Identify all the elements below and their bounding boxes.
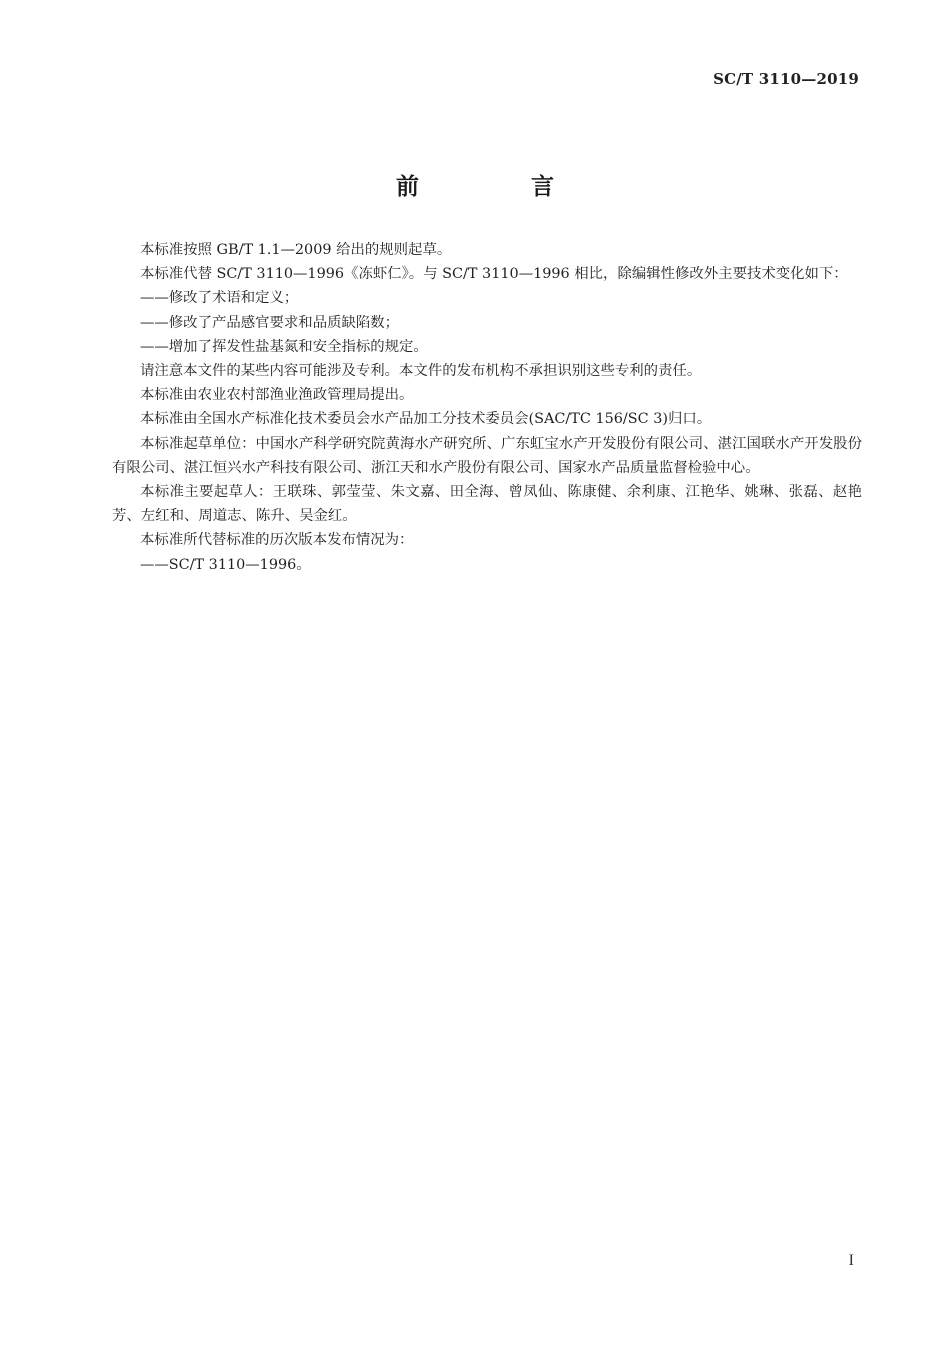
paragraph-replaces: 本标准代替 SC/T 3110—1996《冻虾仁》。与 SC/T 3110—1996 相比，除编辑性修改外主要技术变化如下：: [140, 266, 848, 283]
change-item-sensory: ——修改了产品感官要求和品质缺陷数；: [140, 314, 400, 331]
foreword-body: [112, 238, 862, 577]
paragraph-centralized-by: 本标准由全国水产标准化技术委员会水产品加工分技术委员会(SAC/TC 156/SC 3)归口。: [140, 411, 712, 428]
page-title: 前 言: [395, 174, 606, 200]
version-history-item: ——SC/T 3110—1996。: [140, 556, 311, 573]
paragraph-drafters: 本标准主要起草人：王联珠、郭莹莹、朱文嘉、田全海、曾凤仙、陈康健、余利康、江艳华、姚琳、张磊、赵艳芳、左红和、周道志、陈升、吴金红。: [112, 484, 862, 525]
change-item-terms: ——修改了术语和定义；: [140, 290, 299, 307]
page-number: I: [848, 1252, 854, 1269]
paragraph-patent-notice: 请注意本文件的某些内容可能涉及专利。本文件的发布机构不承担识别这些专利的责任。: [140, 363, 702, 380]
change-item-tvbn: ——增加了挥发性盐基氮和安全指标的规定。: [140, 338, 428, 355]
paragraph-proposed-by: 本标准由农业农村部渔业渔政管理局提出。: [140, 387, 414, 404]
paragraph-version-history: 本标准所代替标准的历次版本发布情况为：: [140, 532, 414, 549]
paragraph-drafting-rules: 本标准按照 GB/T 1.1—2009 给出的规则起草。: [140, 242, 452, 258]
paragraph-drafting-units: 本标准起草单位：中国水产科学研究院黄海水产研究所、广东虹宝水产开发股份有限公司、湛江国联水产开发股份有限公司、湛江恒兴水产科技有限公司、浙江天和水产股份有限公司、国家水产品质量监督检验中心。: [112, 435, 862, 476]
standard-code: SC/T 3110—2019: [713, 70, 859, 88]
